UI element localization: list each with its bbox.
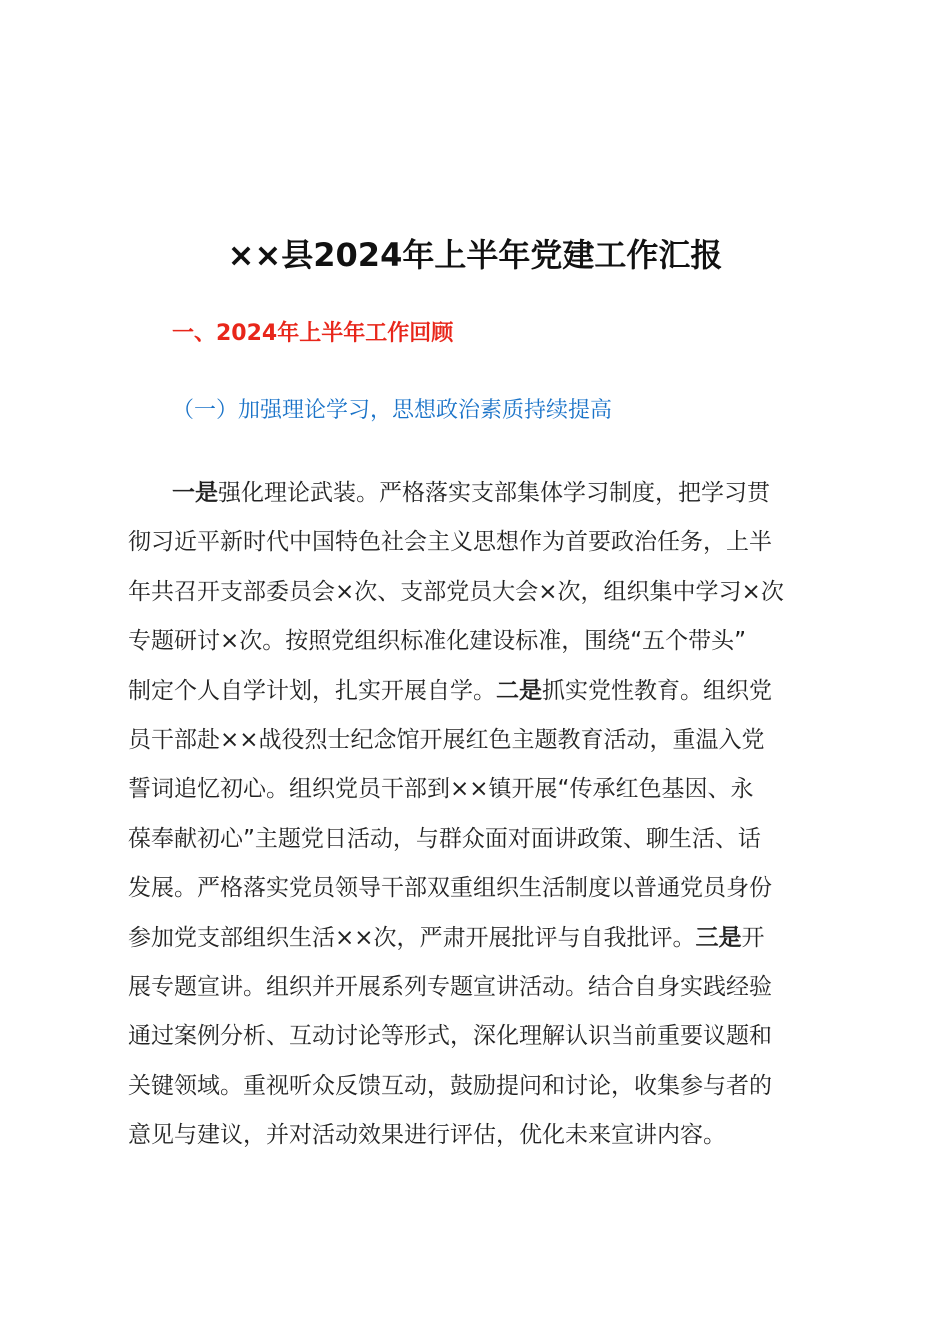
body-line xyxy=(128,617,858,666)
body-line xyxy=(128,1062,858,1111)
body-text: 抓实党性教育。组织党 xyxy=(542,677,772,704)
body-text: 参加党支部组织生活××次，严肃开展批评与自我批评。 xyxy=(128,924,696,951)
section-heading: 一、2024年上半年工作回顾 xyxy=(172,321,454,346)
body-line xyxy=(128,1012,858,1061)
body-line xyxy=(128,914,858,963)
body-text: 展专题宣讲。组织并开展系列专题宣讲活动。结合自身实践经验 xyxy=(128,973,772,1000)
body-line xyxy=(128,469,858,518)
body-text: 发展。严格落实党员领导干部双重组织生活制度以普通党员身份 xyxy=(128,875,772,902)
body-text: 关键领域。重视听众反馈互动，鼓励提问和讨论，收集参与者的 xyxy=(128,1072,772,1099)
body-line xyxy=(128,667,858,716)
subsection-heading: （一）加强理论学习，思想政治素质持续提高 xyxy=(172,398,613,423)
body-text: 誓词追忆初心。组织党员干部到××镇开展“传承红色基因、永 xyxy=(128,776,754,803)
body-text: 员干部赴××战役烈士纪念馆开展红色主题教育活动，重温入党 xyxy=(128,726,765,753)
body-line xyxy=(128,815,858,864)
body-text: 专题研讨×次。按照党组织标准化建设标准，围绕“五个带头” xyxy=(128,628,747,655)
body-line xyxy=(128,765,858,814)
body-text: 开 xyxy=(741,924,765,951)
body-text: 年共召开支部委员会×次、支部党员大会×次，组织集中学习×次 xyxy=(128,578,784,605)
emphasis-text: 三是 xyxy=(695,924,742,951)
body-text: 彻习近平新时代中国特色社会主义思想作为首要政治任务，上半 xyxy=(128,529,772,556)
body-text: 强化理论武装。严格落实支部集体学习制度，把学习贯 xyxy=(218,480,770,506)
body-text: 意见与建议，并对活动效果进行评估，优化未来宣讲内容。 xyxy=(128,1122,726,1149)
body-text: 葆奉献初心”主题党日活动，与群众面对面讲政策、聊生活、话 xyxy=(128,825,761,852)
body-line xyxy=(128,518,858,567)
emphasis-text: 二是 xyxy=(496,677,542,704)
emphasis-text: 一是 xyxy=(172,480,218,506)
body-line xyxy=(128,568,858,617)
document-title: ××县2024年上半年党建工作汇报 xyxy=(227,236,723,274)
body-line xyxy=(128,1111,858,1160)
body-paragraph xyxy=(128,469,858,1160)
body-line xyxy=(128,716,858,765)
body-line xyxy=(128,963,858,1012)
body-text: 制定个人自学计划，扎实开展自学。 xyxy=(128,677,496,704)
body-text: 通过案例分析、互动讨论等形式，深化理解认识当前重要议题和 xyxy=(128,1023,772,1050)
body-line xyxy=(128,864,858,913)
